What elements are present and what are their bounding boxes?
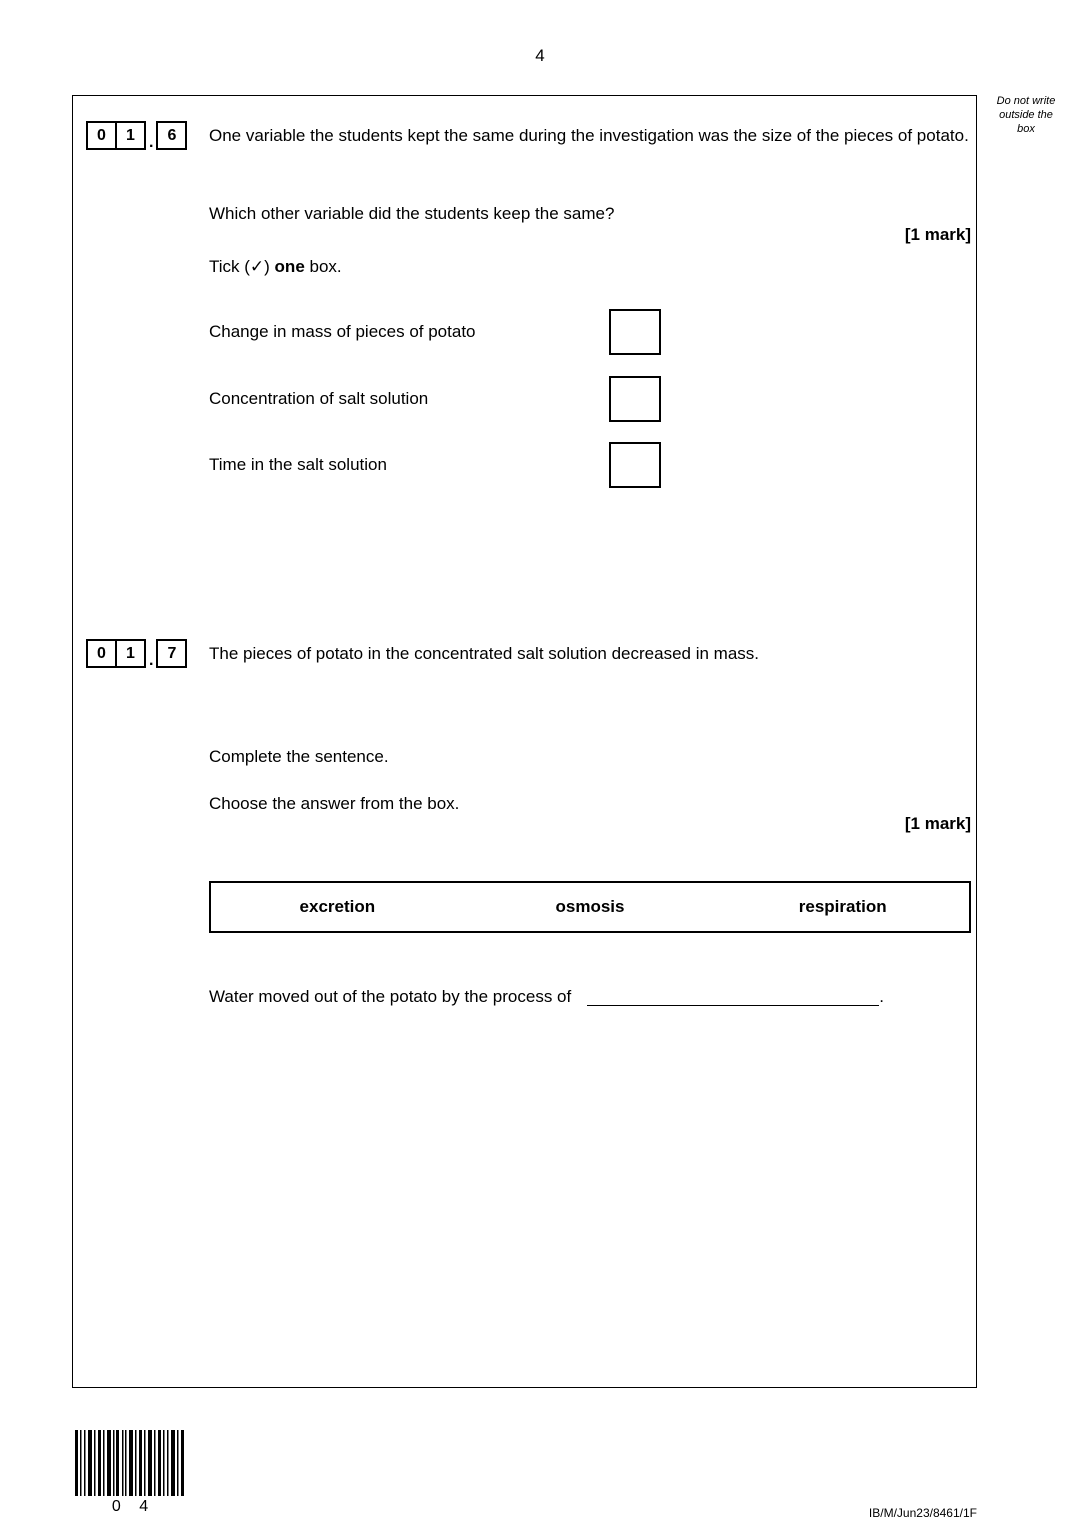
- q16-marks-label: [1 mark]: [904, 225, 971, 244]
- option-label-1: Change in mass of pieces of potato: [209, 322, 476, 341]
- option-row-3: [209, 442, 669, 488]
- word-option-respiration: respiration: [798, 897, 887, 916]
- sentence-prefix: Water moved out of the potato by the process of: [209, 987, 572, 1006]
- checkbox-option-2[interactable]: [609, 376, 661, 422]
- margin-note-line: box: [1017, 123, 1035, 135]
- question-digit-box: 0: [86, 121, 117, 150]
- page-number: 4: [535, 46, 545, 65]
- q17-sentence: [209, 984, 884, 1010]
- q17-choose-instruction: Choose the answer from the box.: [209, 794, 460, 813]
- question-digit-box: 7: [156, 639, 187, 668]
- answer-word-box: [209, 881, 971, 933]
- barcode: [75, 1430, 185, 1496]
- barcode-digits: 0 4: [111, 1498, 149, 1515]
- margin-note-line: outside the: [999, 109, 1053, 121]
- word-option-excretion: excretion: [299, 897, 376, 916]
- tick-instruction-suffix: box.: [304, 257, 342, 276]
- question-digit-box: 0: [86, 639, 117, 668]
- option-row-1: [209, 309, 669, 355]
- checkbox-option-1[interactable]: [609, 309, 661, 355]
- sentence-suffix: .: [879, 987, 884, 1006]
- margin-note: [984, 94, 1068, 136]
- question-number-dot: .: [149, 652, 154, 669]
- question-digit-box: 1: [115, 121, 146, 150]
- q17-intro-text: The pieces of potato in the concentrated salt solution decreased in mass.: [209, 644, 759, 663]
- margin-note-line: Do not write: [996, 95, 1056, 107]
- q16-tick-instruction: [209, 254, 971, 280]
- paper-reference-code: IB/M/Jun23/8461/1F: [868, 1506, 977, 1520]
- content-frame: [72, 95, 977, 1388]
- question-digit-box: 6: [156, 121, 187, 150]
- question-number-17: [86, 639, 187, 668]
- answer-blank-line[interactable]: [587, 984, 879, 1006]
- q16-question-text: Which other variable did the students keep the same?: [209, 204, 615, 223]
- q17-complete-instruction: Complete the sentence.: [209, 747, 389, 766]
- tick-instruction-prefix: Tick (✓): [209, 257, 275, 276]
- q16-intro-text: One variable the students kept the same during the investigation was the size of the pieces of potato.: [209, 126, 969, 145]
- q17-marks-label: [1 mark]: [904, 814, 971, 833]
- question-number-dot: .: [149, 134, 154, 151]
- checkbox-option-3[interactable]: [609, 442, 661, 488]
- word-option-osmosis: osmosis: [555, 897, 625, 916]
- question-number-16: [86, 121, 187, 150]
- option-label-2: Concentration of salt solution: [209, 389, 429, 408]
- option-row-2: [209, 376, 669, 422]
- tick-instruction-bold: one: [274, 257, 305, 276]
- option-label-3: Time in the salt solution: [209, 455, 387, 474]
- question-digit-box: 1: [115, 639, 146, 668]
